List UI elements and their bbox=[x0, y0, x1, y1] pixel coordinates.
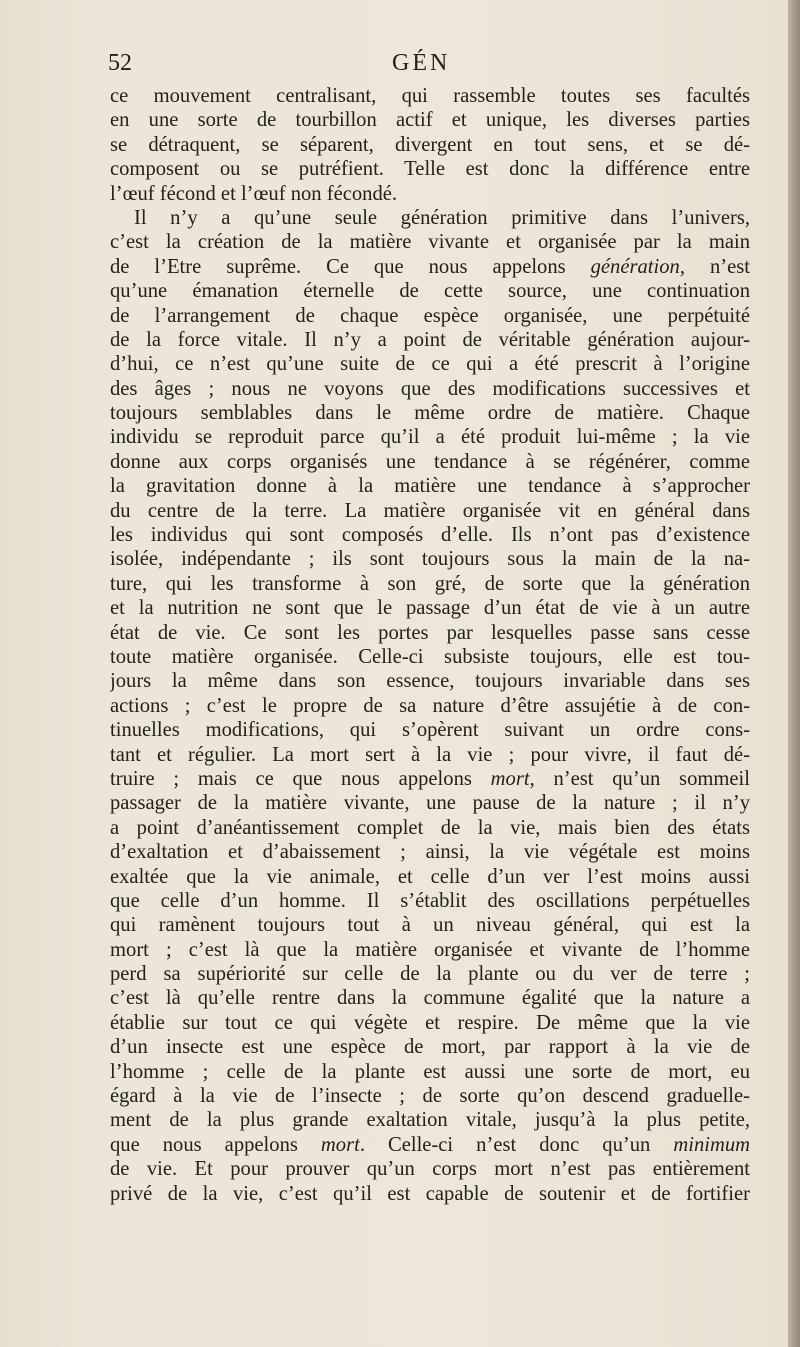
text-line: que celle d’un homme. Il s’établit des oscillations perpétuelles bbox=[110, 889, 750, 912]
text-line: composent ou se putréfient. Telle est donc la différence entre bbox=[110, 158, 750, 181]
text-line: donne aux corps organisés une tendance à se régénérer, comme bbox=[110, 450, 750, 473]
text-line: ture, qui les transforme à son gré, de sorte que la génération bbox=[110, 572, 750, 595]
text-line: individu se reproduit parce qu’il a été produit lui-même ; la vie bbox=[110, 426, 750, 449]
text-line: d’hui, ce n’est qu’une suite de ce qui a été prescrit à l’origine bbox=[110, 353, 750, 376]
text-line: se détraquent, se séparent, divergent en tout sens, et se dé- bbox=[110, 133, 750, 156]
book-gutter bbox=[788, 0, 800, 1347]
text-line: que nous appelons mort. Celle-ci n’est donc qu’un minimum bbox=[110, 1133, 750, 1156]
text-line: Il n’y a qu’une seule génération primitive dans l’univers, bbox=[134, 206, 750, 229]
text-line: passager de la matière vivante, une pause de la nature ; il n’y bbox=[110, 792, 750, 815]
text-line: a point d’anéantissement complet de la vie, mais bien des états bbox=[110, 816, 750, 839]
text-line: en une sorte de tourbillon actif et unique, les diverses parties bbox=[110, 109, 750, 132]
text-line: de l’Etre suprême. Ce que nous appelons génération, n’est bbox=[110, 255, 750, 278]
text-line: de l’arrangement de chaque espèce organisée, une perpétuité bbox=[110, 304, 750, 327]
text-line: isolée, indépendante ; ils sont toujours sous la main de la na- bbox=[110, 548, 750, 571]
text-line: d’exaltation et d’abaissement ; ainsi, la vie végétale est moins bbox=[110, 841, 750, 864]
text-line: égard à la vie de l’insecte ; de sorte qu’on descend graduelle- bbox=[110, 1085, 750, 1108]
text-line: d’un insecte est une espèce de mort, par rapport à la vie de bbox=[110, 1036, 750, 1059]
text-line: ce mouvement centralisant, qui rassemble toutes ses facultés bbox=[110, 85, 750, 107]
text-line: et la nutrition ne sont que le passage d’un état de vie à un autre bbox=[110, 597, 750, 620]
text-line: jours la même dans son essence, toujours invariable dans ses bbox=[110, 670, 750, 693]
paragraph-1 bbox=[110, 84, 750, 206]
body-text bbox=[110, 84, 750, 1206]
text-line: perd sa supériorité sur celle de la plante ou du ver de terre ; bbox=[110, 963, 750, 986]
text-line: toujours semblables dans le même ordre de matière. Chaque bbox=[110, 402, 750, 425]
text-line: de la force vitale. Il n’y a point de véritable génération aujour- bbox=[110, 328, 750, 351]
page-number: 52 bbox=[108, 50, 132, 76]
text-line: tinuelles modifications, qui s’opèrent suivant un ordre cons- bbox=[110, 719, 750, 742]
text-line: les individus qui sont composés d’elle. Ils n’ont pas d’existence bbox=[110, 524, 750, 547]
text-line: des âges ; nous ne voyons que des modifications successives et bbox=[110, 377, 750, 400]
text-line: la gravitation donne à la matière une tendance à s’approcher bbox=[110, 475, 750, 498]
paragraph-2 bbox=[110, 206, 750, 1206]
text-line: truire ; mais ce que nous appelons mort, n’est qu’un sommeil bbox=[110, 767, 750, 790]
text-line: exaltée que la vie animale, et celle d’un ver l’est moins aussi bbox=[110, 865, 750, 888]
text-line: état de vie. Ce sont les portes par lesquelles passe sans cesse bbox=[110, 621, 750, 644]
text-line: qu’une émanation éternelle de cette source, une continuation bbox=[110, 280, 750, 303]
text-line: de vie. Et pour prouver qu’un corps mort n’est pas entièrement bbox=[110, 1158, 750, 1181]
text-line: l’homme ; celle de la plante est aussi une sorte de mort, eu bbox=[110, 1060, 750, 1083]
text-line: c’est la création de la matière vivante et organisée par la main bbox=[110, 231, 750, 254]
text-line: l’œuf fécond et l’œuf non fécondé. bbox=[110, 182, 398, 205]
page-header bbox=[108, 50, 748, 86]
text-line: toute matière organisée. Celle-ci subsiste toujours, elle est tou- bbox=[110, 645, 750, 668]
text-line: actions ; c’est le propre de sa nature d’être assujétie à de con- bbox=[110, 694, 750, 717]
text-line: c’est là qu’elle rentre dans la commune égalité que la nature a bbox=[110, 987, 750, 1010]
text-line: tant et régulier. La mort sert à la vie ; pour vivre, il faut dé- bbox=[110, 743, 750, 766]
text-line: privé de la vie, c’est qu’il est capable de soutenir et de fortifier bbox=[110, 1182, 750, 1205]
text-line: établie sur tout ce qui végète et respire. De même que la vie bbox=[110, 1011, 750, 1034]
text-line: ment de la plus grande exaltation vitale, jusqu’à la plus petite, bbox=[110, 1109, 750, 1132]
running-head: GÉN bbox=[392, 50, 451, 76]
text-line: du centre de la terre. La matière organisée vit en général dans bbox=[110, 499, 750, 522]
text-line: mort ; c’est là que la matière organisée et vivante de l’homme bbox=[110, 938, 750, 961]
text-line: qui ramènent toujours tout à un niveau général, qui est la bbox=[110, 914, 750, 937]
